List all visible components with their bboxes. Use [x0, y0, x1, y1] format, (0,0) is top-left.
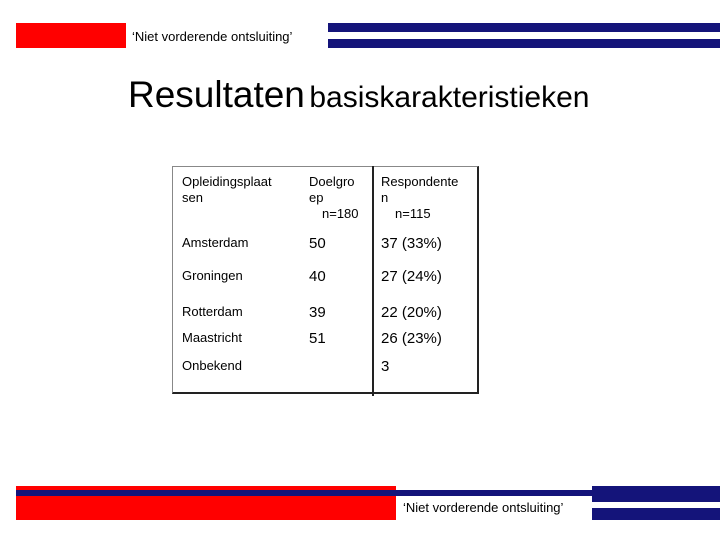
header-place-line1: Opleidingsplaat [182, 174, 272, 189]
header-resp-n: n=115 [395, 206, 431, 221]
header-place [182, 174, 272, 206]
header-resp-line2: n [381, 190, 389, 205]
table-row-place: Maastricht [182, 330, 242, 345]
footer-label: ‘Niet vorderende ontsluiting’ [403, 500, 564, 515]
bottom-banner-stripe [16, 490, 720, 496]
slide-title [128, 74, 589, 116]
title-main: Resultaten [128, 74, 305, 115]
table-row-doel: 39 [309, 304, 326, 321]
table-column-divider [372, 166, 374, 396]
table-row-place: Amsterdam [182, 235, 249, 250]
table-row-place: Onbekend [182, 358, 242, 373]
bottom-banner-stripe-light [592, 502, 720, 508]
top-banner-red [16, 23, 126, 48]
table-row-resp: 3 [381, 358, 390, 375]
header-resp-line1: Respondente [381, 174, 459, 189]
table-row-resp: 26 (23%) [381, 330, 442, 347]
header-doel-n: n=180 [322, 206, 359, 221]
table-row-doel: 51 [309, 330, 326, 347]
title-sub: basiskarakteristieken [309, 81, 590, 114]
table-row-place: Groningen [182, 268, 243, 283]
header-doelgroep [309, 174, 359, 222]
header-respondenten [381, 174, 458, 222]
header-doel-line2: ep [309, 190, 324, 205]
top-banner-stripe [328, 32, 720, 39]
table-row-resp: 22 (20%) [381, 304, 442, 321]
header-place-line2: sen [182, 190, 203, 205]
header-label: ‘Niet vorderende ontsluiting’ [132, 29, 293, 44]
table-row-resp: 27 (24%) [381, 268, 442, 285]
table-row-resp: 37 (33%) [381, 235, 442, 252]
table-row-doel: 50 [309, 235, 326, 252]
table-row-doel: 40 [309, 268, 326, 285]
header-doel-line1: Doelgro [309, 174, 355, 189]
table-row-place: Rotterdam [182, 304, 243, 319]
